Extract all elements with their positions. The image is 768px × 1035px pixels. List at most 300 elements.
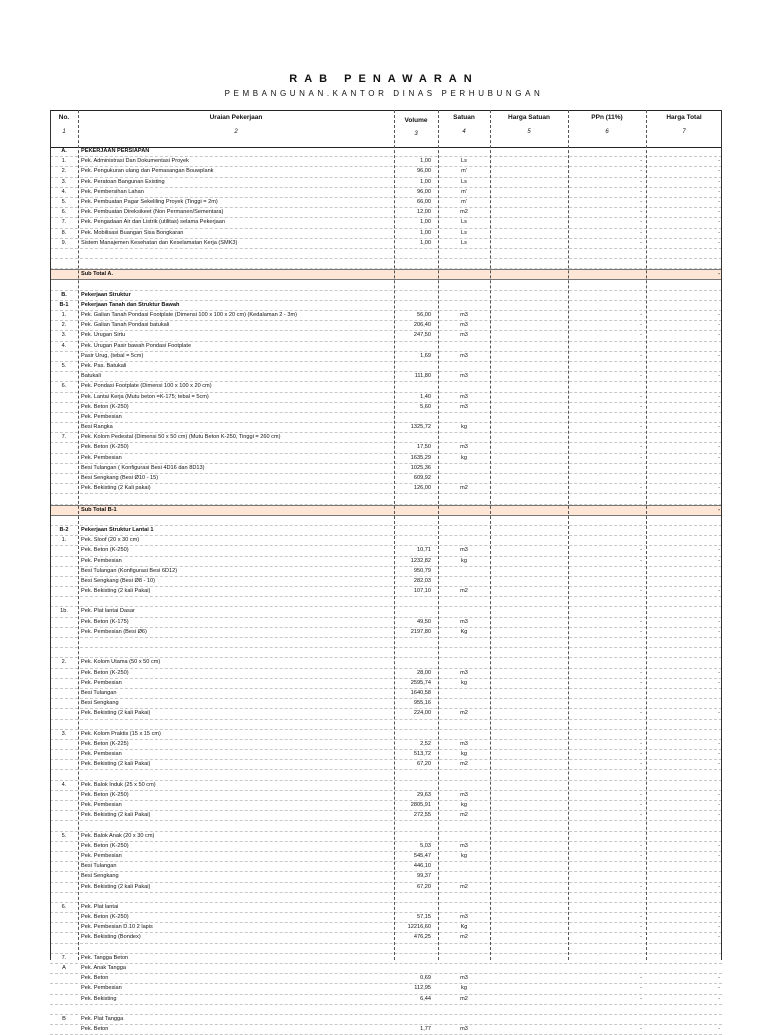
- cell-desc: Pek. Pembesian: [81, 557, 122, 564]
- cell-ppn: -: [640, 812, 642, 819]
- cell-ht: -: [718, 618, 720, 625]
- cell-desc: Pek. Pembesian: [81, 454, 122, 461]
- table-row: [50, 342, 722, 352]
- header-uraian: Uraian Pekerjaan: [209, 114, 263, 121]
- cell-no: 5.: [61, 362, 67, 369]
- cell-sat: m3: [460, 842, 468, 849]
- cell-ht: -: [718, 424, 720, 431]
- cell-sat: m2: [460, 485, 468, 492]
- cell-sat: m3: [460, 791, 468, 798]
- table-row: [50, 372, 722, 382]
- cell-vol: 67,20: [417, 761, 431, 768]
- cell-ppn: -: [640, 547, 642, 554]
- cell-vol: 56,00: [417, 312, 431, 318]
- cell-ht: -: [718, 914, 720, 921]
- table-row: [50, 403, 722, 413]
- cell-desc: Pek. Galian Tanah Pondasi Footplate (Dimensi 100 x 100 x 20 cm) (Kedalaman 2 - 3m): [81, 312, 297, 318]
- table-row: [50, 433, 722, 443]
- cell-desc: Pek. Bekisting (2 kali Pakai): [81, 761, 151, 768]
- table-row: [50, 454, 722, 464]
- cell-desc: Pek. Galian Tanah Pondasi batukali: [81, 322, 170, 329]
- cell-vol: 950,79: [413, 567, 431, 574]
- cell-ht: -: [718, 168, 720, 175]
- cell-desc: Pek. Pondasi Footplate (Dimensi 100 x 100 x 20 cm): [81, 383, 212, 390]
- cell-vol: 12216,60: [407, 924, 431, 931]
- cell-desc: Pek. Plat Tangga: [81, 1015, 124, 1022]
- cell-desc: Pasir Urug, (tebal = 5cm): [81, 352, 144, 359]
- cell-vol: 476,25: [413, 934, 431, 941]
- table-row: [50, 167, 722, 177]
- table-row: [50, 443, 722, 453]
- cell-sat: m': [461, 188, 467, 195]
- cell-ppn: -: [640, 209, 642, 216]
- cell-vol: 955,16: [413, 700, 431, 707]
- cell-ht: -: [718, 444, 720, 451]
- cell-desc: Pek. Tangga Beton: [81, 954, 129, 961]
- column-divider: [721, 110, 722, 960]
- cell-vol: 5,60: [420, 403, 431, 410]
- cell-vol: 609,92: [413, 475, 431, 481]
- cell-ht: -: [718, 761, 720, 768]
- cell-vol: 67,20: [417, 883, 431, 890]
- cell-no: B-2: [59, 526, 69, 533]
- cell-ppn: -: [640, 393, 642, 400]
- table-row: [50, 933, 722, 943]
- table-row: [50, 740, 722, 750]
- table-row: [50, 331, 722, 341]
- table-row: [50, 852, 722, 862]
- cell-no: A: [62, 965, 66, 971]
- cell-sat: m2: [460, 710, 468, 717]
- table-row: [50, 832, 722, 842]
- cell-ht: -: [718, 506, 720, 513]
- table-row: [50, 587, 722, 597]
- cell-ppn: -: [640, 322, 642, 329]
- table-row: [50, 1005, 722, 1015]
- cell-desc: Pek. Kolom Utama (50 x 50 cm): [81, 659, 161, 666]
- table-row: [50, 679, 722, 689]
- cell-vol: 1,00: [420, 219, 431, 226]
- table-row: [50, 546, 722, 556]
- cell-sat: m3: [460, 373, 468, 380]
- cell-no: 7.: [61, 954, 67, 961]
- table-row: [50, 249, 722, 259]
- cell-ht: -: [718, 332, 720, 339]
- cell-desc: Pekerjaan Tanah dan Struktur Bawah: [81, 301, 180, 308]
- header-number-6: 6: [605, 129, 609, 135]
- cell-vol: 1,00: [420, 239, 431, 246]
- cell-desc: Pek. Pengadaan Air dan Listrik (utilitas) selama Pekerjaan: [81, 219, 225, 226]
- cell-sat: kg: [461, 985, 467, 992]
- table-row: [50, 352, 722, 362]
- cell-sat: m3: [460, 312, 468, 318]
- cell-sat: Ls: [461, 158, 467, 165]
- column-divider: [568, 110, 569, 960]
- cell-no: 2.: [61, 659, 67, 666]
- cell-desc: Pek. Anak Tangga: [81, 965, 126, 971]
- table-row: [50, 239, 722, 249]
- cell-vol: 1025,36: [410, 464, 431, 471]
- cell-no: 7.: [61, 434, 67, 441]
- section-row: [50, 526, 722, 536]
- table-body: [50, 147, 722, 1035]
- cell-vol: 0,69: [420, 975, 431, 982]
- cell-ppn: -: [640, 710, 642, 717]
- cell-sat: m3: [460, 393, 468, 400]
- table-row: [50, 995, 722, 1005]
- column-divider: [78, 110, 79, 960]
- cell-sat: m3: [460, 547, 468, 554]
- cell-desc: Pek. Pembesian: [81, 802, 122, 808]
- cell-no: B: [62, 1015, 66, 1022]
- cell-desc: Pek. Bekisting (2 kali Pakai): [81, 883, 151, 890]
- cell-ht: -: [718, 628, 720, 635]
- cell-vol: 1635,29: [410, 454, 431, 461]
- cell-ppn: -: [640, 924, 642, 931]
- table-row: [50, 944, 722, 954]
- cell-ht: -: [718, 393, 720, 400]
- cell-vol: 1,69: [420, 352, 431, 359]
- cell-vol: 545,47: [413, 852, 431, 859]
- cell-ht: -: [718, 924, 720, 931]
- table-row: [50, 413, 722, 423]
- table-row: [50, 811, 722, 821]
- table-row: [50, 964, 722, 974]
- cell-desc: Pek. Pembesian: [81, 985, 122, 992]
- cell-ht: -: [718, 852, 720, 859]
- cell-sat: m3: [460, 669, 468, 676]
- cell-vol: 1640,58: [410, 689, 431, 696]
- cell-sat: kg: [461, 852, 467, 859]
- cell-ppn: -: [640, 588, 642, 595]
- table-header: [50, 110, 722, 148]
- table-row: [50, 893, 722, 903]
- cell-desc: Pek. Urugan Sirtu: [81, 332, 126, 339]
- cell-ht: -: [718, 209, 720, 216]
- table-row: [50, 464, 722, 474]
- cell-vol: 272,55: [413, 812, 431, 819]
- cell-ppn: -: [640, 352, 642, 359]
- cell-vol: 446,10: [413, 863, 431, 870]
- cell-desc: Sub Total B-1: [81, 506, 117, 513]
- cell-sat: Ls: [461, 239, 467, 246]
- cell-sat: m2: [460, 812, 468, 819]
- cell-ppn: -: [640, 842, 642, 849]
- cell-ht: -: [718, 995, 720, 1002]
- cell-sat: m2: [460, 883, 468, 890]
- cell-ppn: -: [640, 454, 642, 461]
- cell-ppn: -: [640, 168, 642, 175]
- table-row: [50, 311, 722, 321]
- table-row: [50, 157, 722, 167]
- cell-sat: m2: [460, 209, 468, 216]
- header-harga-satuan: Harga Satuan: [508, 114, 550, 121]
- cell-ht: -: [718, 710, 720, 717]
- cell-vol: 29,63: [417, 791, 431, 798]
- table-row: [50, 720, 722, 730]
- table-row: [50, 229, 722, 239]
- cell-no: 2.: [61, 322, 67, 329]
- cell-no: B.: [61, 291, 67, 298]
- cell-sat: m3: [460, 740, 468, 747]
- cell-desc: Pek. Bekisting (2 kali Pakai): [81, 710, 151, 717]
- cell-ht: -: [718, 229, 720, 236]
- header-volume: Volume: [404, 117, 428, 124]
- table-row: [50, 577, 722, 587]
- column-divider: [490, 110, 491, 960]
- cell-ht: -: [718, 178, 720, 185]
- cell-ppn: -: [640, 424, 642, 431]
- cell-ht: -: [718, 403, 720, 410]
- cell-no: 3.: [61, 730, 67, 737]
- column-divider: [394, 110, 395, 960]
- table-row: [50, 178, 722, 188]
- cell-ppn: -: [640, 669, 642, 676]
- document-title: RAB PENAWARAN: [289, 73, 479, 85]
- cell-ht: -: [718, 740, 720, 747]
- table-row: [50, 259, 722, 269]
- cell-sat: m2: [460, 588, 468, 595]
- cell-vol: 111,80: [414, 373, 431, 380]
- cell-ppn: -: [640, 740, 642, 747]
- cell-sat: Kg: [460, 628, 468, 635]
- cell-ppn: -: [640, 219, 642, 226]
- cell-desc: Pek. Beton (K-225): [81, 740, 129, 747]
- cell-vol: 2805,91: [410, 802, 431, 808]
- cell-ht: -: [718, 751, 720, 758]
- cell-ht: -: [718, 352, 720, 359]
- cell-ht: -: [718, 485, 720, 492]
- cell-no: 3.: [61, 332, 67, 339]
- table-row: [50, 280, 722, 290]
- cell-vol: 2197,80: [410, 628, 431, 635]
- cell-ppn: -: [640, 557, 642, 564]
- header-number-3: 3: [414, 131, 418, 137]
- cell-no: A.: [61, 148, 67, 154]
- cell-ppn: -: [640, 791, 642, 798]
- cell-sat: kg: [461, 557, 467, 564]
- table-row: [50, 821, 722, 831]
- table-row: [50, 188, 722, 198]
- table-row: [50, 760, 722, 770]
- cell-vol: 17,50: [417, 444, 431, 451]
- cell-sat: m2: [460, 761, 468, 768]
- cell-vol: 112,95: [414, 985, 431, 992]
- cell-ht: -: [718, 198, 720, 205]
- cell-desc: Pek. Administrasi Dan Dokumentasi Proyek: [81, 158, 189, 165]
- cell-sat: m3: [460, 332, 468, 339]
- cell-ht: -: [718, 322, 720, 329]
- cell-sat: m2: [460, 934, 468, 941]
- cell-no: 1b.: [60, 608, 68, 615]
- cell-vol: 96,00: [417, 168, 431, 175]
- column-divider: [50, 110, 51, 960]
- cell-ppn: -: [640, 618, 642, 625]
- header-number-7: 7: [682, 129, 686, 135]
- cell-vol: 107,10: [413, 588, 431, 595]
- cell-ppn: -: [640, 995, 642, 1002]
- cell-vol: 1,77: [420, 1026, 431, 1033]
- cell-desc: Besi Sengkang (Besi Ø10 - 15): [81, 475, 159, 481]
- cell-no: 1.: [61, 537, 67, 544]
- column-divider: [438, 110, 439, 960]
- cell-sat: m3: [460, 975, 468, 982]
- cell-ppn: -: [640, 914, 642, 921]
- cell-ppn: -: [640, 1026, 642, 1033]
- cell-no: 6.: [61, 209, 67, 216]
- cell-vol: 99,37: [417, 873, 431, 880]
- table-row: [50, 913, 722, 923]
- cell-desc: PEKERJAAN PERSIAPAN: [81, 148, 150, 154]
- cell-no: 1.: [61, 158, 67, 165]
- cell-desc: Pek. Pembuatan Direksikeet (Non Permanen/Sementara): [81, 209, 224, 216]
- cell-vol: 224,00: [413, 710, 431, 717]
- cell-ppn: -: [640, 934, 642, 941]
- table-row: [50, 638, 722, 648]
- table-row: [50, 903, 722, 913]
- table-row: [50, 597, 722, 607]
- cell-desc: Pek. Beton (K-250): [81, 403, 129, 410]
- cell-sat: m3: [460, 352, 468, 359]
- table-row: [50, 974, 722, 984]
- cell-no: 5.: [61, 198, 67, 205]
- cell-desc: Pek. Peratoan Bangunan Existing: [81, 178, 165, 185]
- table-row: [50, 658, 722, 668]
- table-row: [50, 699, 722, 709]
- table-row: [50, 362, 722, 372]
- cell-desc: Pek. Pembesian: [81, 679, 122, 686]
- cell-ht: -: [718, 802, 720, 808]
- cell-vol: 206,40: [413, 322, 431, 329]
- cell-desc: Pek. Pembesian: [81, 413, 122, 420]
- cell-ppn: -: [640, 239, 642, 246]
- cell-desc: Pek. Balok Induk (25 x 50 cm): [81, 781, 156, 788]
- cell-ht: -: [718, 557, 720, 564]
- cell-desc: Pek. Beton (K-250): [81, 547, 129, 554]
- table-row: [50, 709, 722, 719]
- cell-desc: Pek. Sloof (20 x 30 cm): [81, 537, 140, 544]
- cell-desc: Pek. Kolom Pedestal (Dimensi 50 x 50 cm) (Mutu Beton K-250, Tinggi = 260 cm): [81, 434, 281, 441]
- cell-sat: kg: [461, 679, 467, 686]
- cell-ht: -: [718, 934, 720, 941]
- table-row: [50, 669, 722, 679]
- cell-ht: -: [718, 454, 720, 461]
- cell-sat: m3: [460, 444, 468, 451]
- cell-sat: m2: [460, 995, 468, 1002]
- cell-desc: Besi Tulangan ( Konfigurasi Besi 4D16 dan 8D13): [81, 464, 205, 471]
- cell-ppn: -: [640, 312, 642, 318]
- cell-ht: -: [718, 219, 720, 226]
- document-subtitle: PEMBANGUNAN.KANTOR DINAS PERHUBUNGAN: [224, 89, 544, 98]
- table-row: [50, 1025, 722, 1035]
- table-row: [50, 862, 722, 872]
- cell-ppn: -: [640, 761, 642, 768]
- cell-ppn: -: [640, 403, 642, 410]
- header-satuan: Satuan: [453, 114, 475, 121]
- table-row: [50, 218, 722, 228]
- cell-desc: Batukali: [81, 373, 101, 380]
- cell-no: 6.: [61, 383, 67, 390]
- cell-vol: 282,03: [413, 577, 431, 584]
- cell-vol: 6,44: [420, 995, 431, 1002]
- cell-ppn: -: [640, 679, 642, 686]
- cell-desc: Pek. Pembuatan Pagar Sekeliling Proyek (Tinggi = 2m): [81, 198, 218, 205]
- table-row: [50, 954, 722, 964]
- cell-desc: Pek. Beton: [81, 1026, 109, 1033]
- cell-desc: Pek. Pembesian D.10 2 lapis: [81, 924, 153, 931]
- cell-vol: 57,15: [417, 914, 431, 921]
- cell-ppn: -: [640, 229, 642, 236]
- cell-desc: Pek. Pas. Batukali: [81, 362, 127, 369]
- table-row: [50, 423, 722, 433]
- cell-desc: Pek. Pembesian: [81, 751, 122, 758]
- cell-no: 1.: [61, 312, 67, 318]
- cell-no: 9.: [61, 239, 67, 246]
- header-ppn: PPn (11%): [591, 114, 623, 121]
- cell-sat: m3: [460, 618, 468, 625]
- cell-ht: -: [718, 1026, 720, 1033]
- cell-vol: 126,00: [413, 485, 431, 492]
- cell-vol: 12,00: [417, 209, 431, 216]
- cell-desc: Pek. Bekisting (2 Kali pakai): [81, 485, 151, 492]
- cell-sat: Kg: [460, 924, 468, 931]
- cell-vol: 1232,82: [410, 557, 431, 564]
- cell-desc: Besi Tulangan: [81, 689, 117, 696]
- cell-desc: Besi Tulangan (Konfigurasi Besi 6D12): [81, 567, 178, 574]
- cell-desc: Besi Sengkang (Besi Ø8 - 10): [81, 577, 155, 584]
- cell-ht: -: [718, 373, 720, 380]
- cell-sat: Ls: [461, 178, 467, 185]
- cell-desc: Pek. Beton (K-250): [81, 669, 129, 676]
- cell-ht: -: [718, 188, 720, 195]
- cell-desc: Sistem Manajemen Kesehatan dan Keselamatan Kerja (SMK3): [81, 239, 238, 246]
- table-row: [50, 770, 722, 780]
- cell-no: 2.: [61, 168, 67, 175]
- cell-sat: m3: [460, 403, 468, 410]
- cell-ppn: -: [640, 373, 642, 380]
- cell-no: 5.: [61, 832, 67, 839]
- column-divider: [646, 110, 647, 960]
- cell-vol: 10,71: [417, 547, 431, 554]
- cell-no: 4.: [61, 188, 67, 195]
- cell-ht: -: [718, 239, 720, 246]
- cell-vol: 5,03: [420, 842, 431, 849]
- cell-desc: Pek. Mobilisasi Buangan Sisa Bongkaran: [81, 229, 184, 236]
- cell-ppn: -: [640, 178, 642, 185]
- cell-sat: kg: [461, 454, 467, 461]
- cell-desc: Pek. Plat lantai Dasar: [81, 608, 135, 615]
- table-row: [50, 923, 722, 933]
- table-row: [50, 618, 722, 628]
- cell-sat: m3: [460, 914, 468, 921]
- table-row: [50, 628, 722, 638]
- table-row: [50, 607, 722, 617]
- cell-vol: 247,50: [413, 332, 431, 339]
- table-row: [50, 842, 722, 852]
- table-row: [50, 781, 722, 791]
- cell-ppn: -: [640, 975, 642, 982]
- cell-desc: Pek. Balok Anak (20 x 30 cm): [81, 832, 155, 839]
- cell-sat: Ls: [461, 219, 467, 226]
- cell-vol: 1325,72: [410, 424, 431, 431]
- table-row: [50, 791, 722, 801]
- cell-desc: Pek. Pembesian (Besi Ø6): [81, 628, 147, 635]
- cell-ppn: -: [640, 852, 642, 859]
- cell-desc: Pek. Lantai Kerja (Mutu beton =K-175; tebal = 5cm): [81, 393, 209, 400]
- table-row: [50, 557, 722, 567]
- table-row: [50, 208, 722, 218]
- cell-desc: Pek. Beton (K-250): [81, 444, 129, 451]
